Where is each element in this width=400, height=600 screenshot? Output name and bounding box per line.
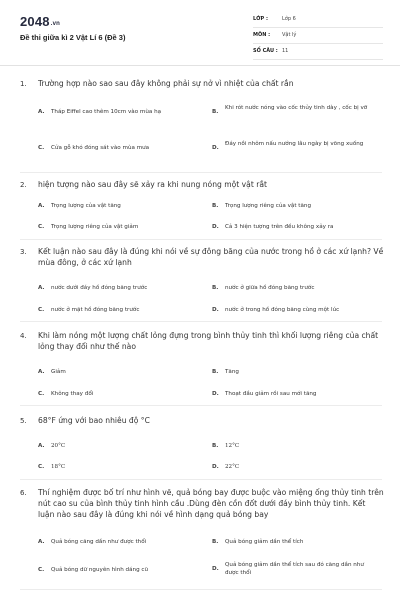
meta-value: Lớp 6 [282, 16, 296, 22]
option-text: Cả 3 hiện tượng trên đều không xảy ra [225, 224, 334, 230]
meta-key: LỚP : [253, 16, 268, 22]
option-label: A. [38, 203, 45, 209]
option-label: B. [212, 443, 219, 449]
question-number: 5. [20, 417, 27, 425]
option-label: B. [212, 369, 219, 375]
meta-value: Vật lý [282, 32, 297, 38]
option-text: Quả bóng giảm dần thể tích sau đó căng dần như được thổi [225, 562, 364, 576]
question-number: 6. [20, 489, 27, 497]
option-text: Giảm [51, 369, 66, 375]
question-text: Trường hợp nào sao sau đây không phải sự nở vì nhiệt của chất rắn [38, 79, 294, 88]
option-label: B. [212, 109, 219, 115]
option-text: 12°C [225, 443, 240, 449]
question-number: 4. [20, 332, 27, 340]
option-label: D. [212, 224, 219, 230]
logo-suffix: .vn [50, 21, 61, 27]
option-text: nước ở mặt hồ đóng băng trước [51, 307, 140, 313]
question-text: Khi làm nóng một lượng chất lỏng đựng trong bình thủy tinh thì khối lượng riêng của chất lỏng thay đổi như thế nào [38, 331, 379, 351]
question-divider [20, 479, 382, 480]
option-text: Quả bóng giảm dần thể tích [225, 539, 304, 545]
exam-title: Đề thi giữa kì 2 Vật Lí 6 (Đề 3) [20, 33, 126, 42]
option-text: Khi rót nước nóng vào cốc thủy tinh dày , cốc bị vỡ [225, 105, 368, 111]
option-text: Quả bóng căng dần như được thổi [51, 539, 147, 545]
option-text: Cửa gỗ khó đóng sát vào mùa mưa [51, 145, 150, 151]
option-label: A. [38, 369, 45, 375]
option-text: Không thay đổi [51, 391, 94, 397]
question-divider [20, 405, 382, 406]
option-label: A. [38, 539, 45, 545]
option-text: Đáy nồi nhôm nấu nướng lâu ngày bị võng xuống [225, 141, 364, 147]
option-text: 18°C [51, 464, 66, 470]
option-label: D. [212, 145, 219, 151]
option-label: C. [38, 145, 45, 151]
site-logo[interactable] [20, 14, 60, 29]
question-divider [20, 172, 382, 173]
option-text: Trọng lượng riêng của vật giảm [51, 224, 139, 230]
option-text: 20°C [51, 443, 66, 449]
meta-value: 11 [282, 48, 289, 54]
question-text: hiện tượng nào sau đây sẽ xảy ra khi nung nóng một vật rắt [38, 180, 267, 189]
option-text: Trọng lượng của vật tăng [51, 203, 121, 209]
option-label: C. [38, 464, 45, 470]
option-label: B. [212, 539, 219, 545]
meta-row-count [253, 44, 383, 60]
meta-key: MÔN : [253, 32, 271, 38]
option-text: Tháp Eiffel cao thêm 10cm vào mùa hạ [51, 109, 162, 115]
question-divider [20, 589, 382, 590]
option-text: Quả bóng dữ nguyên hình dáng cũ [51, 567, 149, 573]
question-text: 68°F ứng với bao nhiêu độ °C [38, 416, 150, 425]
option-label: C. [38, 224, 45, 230]
option-text: nước ở giữa hồ đóng băng trước [225, 285, 315, 291]
option-text: Trọng lượng riêng của vật tăng [225, 203, 312, 209]
option-label: B. [212, 285, 219, 291]
option-label: B. [212, 203, 219, 209]
question-divider [20, 321, 382, 322]
option-label: D. [212, 391, 219, 397]
question-number: 3. [20, 248, 27, 256]
meta-row-subject [253, 28, 383, 44]
option-text: nước ở trong hồ đóng băng cùng một lúc [225, 307, 340, 313]
option-label: C. [38, 391, 45, 397]
option-text: 22°C [225, 464, 240, 470]
option-text: nước dưới đáy hồ đóng băng trước [51, 285, 148, 291]
question-text: Kết luận nào sau đây là đúng khi nói về sự đông băng của nước trong hồ ở các xứ lạnh? Về mùa đông, ở các xứ lạnh [38, 247, 384, 267]
option-label: D. [212, 566, 219, 572]
question-number: 1. [20, 80, 27, 88]
option-label: A. [38, 443, 45, 449]
option-label: A. [38, 109, 45, 115]
option-label: D. [212, 307, 219, 313]
option-text: Thoạt đầu giảm rồi sau mới tăng [225, 391, 317, 397]
meta-row-class [253, 12, 383, 28]
option-label: D. [212, 464, 219, 470]
question-text: Thí nghiệm được bố trí như hình vẽ, quả bóng bay được buộc vào miệng ống thủy tinh trên nút cao su của bình thủy tinh hình cầu .Dùng đèn cồn đốt dưới đáy bình thủy tinh. Kết luận nào sau đây là đúng khi nói về hình dạng quả bóng bay [38, 488, 384, 519]
option-label: C. [38, 567, 45, 573]
exam-header [0, 0, 400, 66]
option-label: A. [38, 285, 45, 291]
meta-key: SỐ CÂU : [253, 48, 278, 54]
question-number: 2. [20, 181, 27, 189]
option-label: C. [38, 307, 45, 313]
question-divider [20, 239, 382, 240]
logo-text: 2048 [20, 14, 50, 29]
option-text: Tăng [225, 369, 239, 375]
